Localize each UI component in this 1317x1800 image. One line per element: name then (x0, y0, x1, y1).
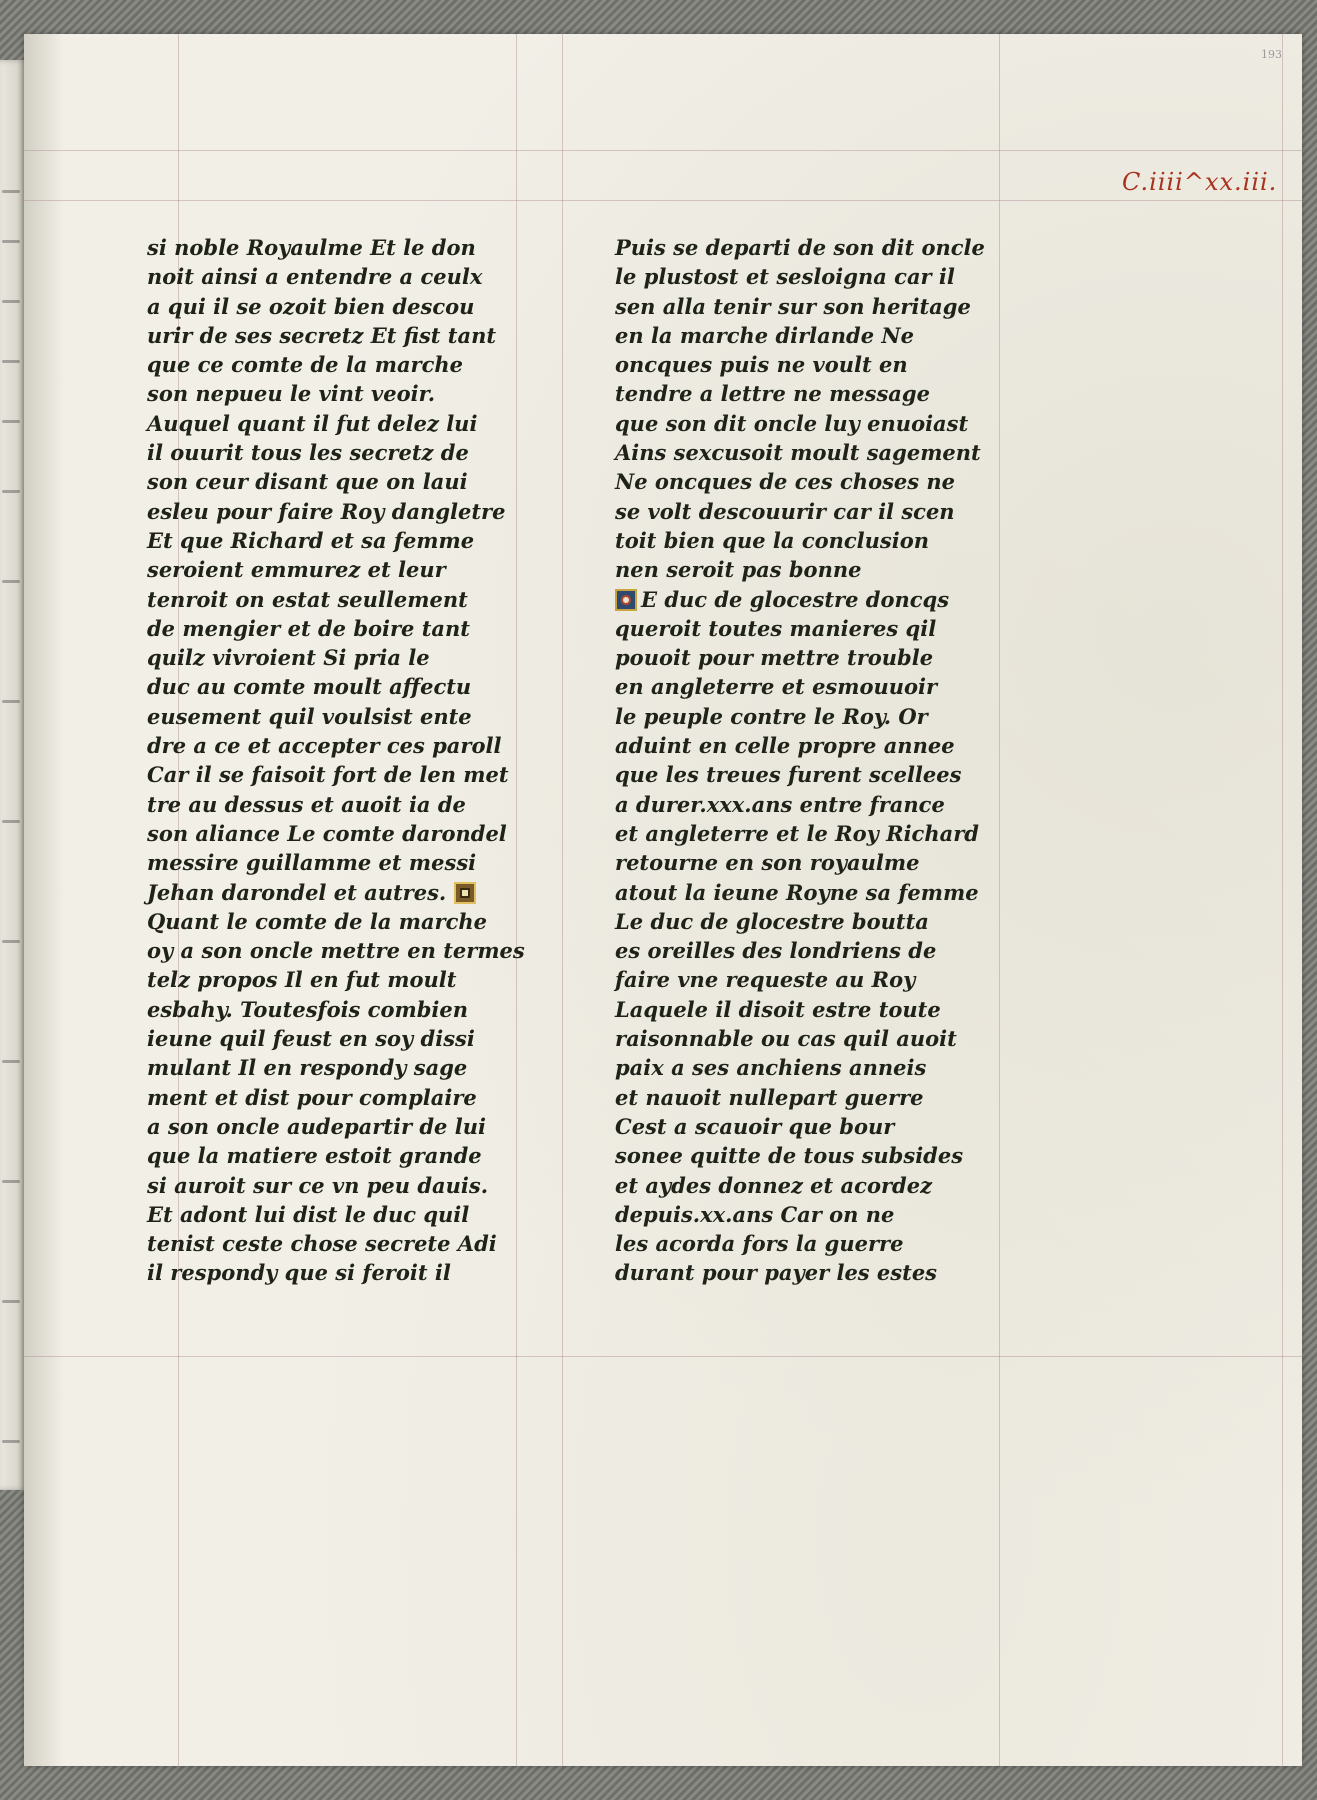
text-line (147, 848, 547, 877)
text-line: Quant le comte de la marche (147, 908, 488, 934)
text-line: durant pour payer les estes (615, 1260, 938, 1286)
text-line: tenist ceste chose secrete Adi (147, 1231, 497, 1257)
text-line: que la matiere estoit grande (147, 1143, 482, 1169)
text-line (615, 585, 1015, 614)
text-column-left (147, 233, 547, 1288)
text-line: en angleterre et esmouuoir (615, 674, 938, 700)
text-line: de mengier et de boire tant (147, 615, 471, 641)
text-line: il ouurit tous les secretz de (147, 440, 469, 466)
text-line: Et adont lui dist le duc quil (147, 1201, 470, 1227)
line-text: messire guillamme et messi (147, 850, 477, 876)
text-line: dre a ce et accepter ces paroll (147, 733, 502, 759)
text-line: noit ainsi a entendre a ceulx (147, 264, 483, 290)
text-line: ment et dist pour complaire (147, 1084, 477, 1110)
text-line: et nauoit nullepart guerre (615, 1084, 924, 1110)
text-line: son aliance Le comte darondel (147, 820, 507, 846)
text-line (147, 878, 547, 907)
text-line: Car il se faisoit fort de len met (147, 762, 509, 788)
text-line: Auquel quant il fut delez lui (147, 410, 478, 436)
text-line: que son dit oncle luy enuoiast (615, 410, 969, 436)
text-line: tenroit on estat seullement (147, 586, 468, 612)
text-line: seroient emmurez et leur (147, 557, 446, 583)
text-line: esbahy. Toutesfois combien (147, 996, 468, 1022)
text-line: que ce comte de la marche (147, 352, 464, 378)
text-line: atout la ieune Royne sa femme (615, 879, 979, 905)
line-text: E duc de glocestre doncqs (641, 586, 950, 612)
text-line: a qui il se ozoit bien descou (147, 293, 475, 319)
text-line: duc au comte moult affectu (147, 674, 472, 700)
adjacent-leaf-edge (0, 60, 26, 1490)
text-line: telz propos Il en fut moult (147, 967, 457, 993)
text-line: si auroit sur ce vn peu dauis. (147, 1172, 489, 1198)
folio-number: 193 (1261, 48, 1282, 61)
text-line: ieune quil feust en soy dissi (147, 1026, 475, 1052)
text-line: Ains sexcusoit moult sagement (615, 440, 981, 466)
text-line: es oreilles des londriens de (615, 938, 937, 964)
text-line: urir de ses secretz Et fist tant (147, 322, 497, 348)
decorated-initial-icon (615, 589, 637, 611)
text-line: toit bien que la conclusion (615, 527, 929, 553)
ruling-line (562, 34, 563, 1766)
text-line: les acorda fors la guerre (615, 1231, 904, 1257)
gutter-shadow (24, 34, 64, 1766)
text-line: se volt descouurir car il scen (615, 498, 955, 524)
text-line: a son oncle audepartir de lui (147, 1113, 486, 1139)
text-line: tre au dessus et auoit ia de (147, 791, 466, 817)
chapter-rubric: C.iiii^xx.iii. (1122, 168, 1278, 196)
text-line: le peuple contre le Roy. Or (615, 703, 928, 729)
text-line: faire vne requeste au Roy (615, 967, 916, 993)
ruling-line (1282, 34, 1283, 1766)
text-line: pouoit pour mettre trouble (615, 645, 934, 671)
text-line: depuis.xx.ans Car on ne (615, 1201, 895, 1227)
text-line: son ceur disant que on laui (147, 469, 468, 495)
text-line: Ne oncques de ces choses ne (615, 469, 956, 495)
text-column-right (615, 233, 1015, 1288)
text-line: le plustost et sesloigna car il (615, 264, 955, 290)
text-line: tendre a lettre ne message (615, 381, 930, 407)
text-line: Cest a scauoir que bour (615, 1113, 895, 1139)
paragraph-mark-icon (454, 882, 476, 904)
text-line: en la marche dirlande Ne (615, 322, 914, 348)
text-line: paix a ses anchiens anneis (615, 1055, 927, 1081)
ruling-line (24, 150, 1302, 151)
text-line: retourne en son royaulme (615, 850, 920, 876)
text-line: sonee quitte de tous subsides (615, 1143, 964, 1169)
text-line: il respondy que si feroit il (147, 1260, 451, 1286)
text-line: queroit toutes manieres qil (615, 615, 937, 641)
text-line: son nepueu le vint veoir. (147, 381, 436, 407)
text-line: eusement quil voulsist ente (147, 703, 472, 729)
text-line: Et que Richard et sa femme (147, 527, 475, 553)
text-line: Le duc de glocestre boutta (615, 908, 929, 934)
text-line: quilz vivroient Si pria le (147, 645, 430, 671)
text-line: que les treues furent scellees (615, 762, 962, 788)
text-line: Puis se departi de son dit oncle (615, 235, 985, 260)
line-text: Jehan darondel et autres. (147, 879, 447, 905)
ruling-line (24, 200, 1302, 201)
ruling-line (24, 1356, 1302, 1357)
text-line: nen seroit pas bonne (615, 557, 862, 583)
text-line: et angleterre et le Roy Richard (615, 820, 979, 846)
text-line: a durer.xxx.ans entre france (615, 791, 945, 817)
text-line: oy a son oncle mettre en termes (147, 938, 525, 964)
text-line: sen alla tenir sur son heritage (615, 293, 971, 319)
text-line: et aydes donnez et acordez (615, 1172, 932, 1198)
text-line: raisonnable ou cas quil auoit (615, 1026, 957, 1052)
text-line: aduint en celle propre annee (615, 733, 955, 759)
text-line: esleu pour faire Roy dangletre (147, 498, 506, 524)
text-line: si noble Royaulme Et le don (147, 235, 476, 260)
text-line: Laquele il disoit estre toute (615, 996, 941, 1022)
text-line: mulant Il en respondy sage (147, 1055, 468, 1081)
text-line: oncques puis ne voult en (615, 352, 908, 378)
